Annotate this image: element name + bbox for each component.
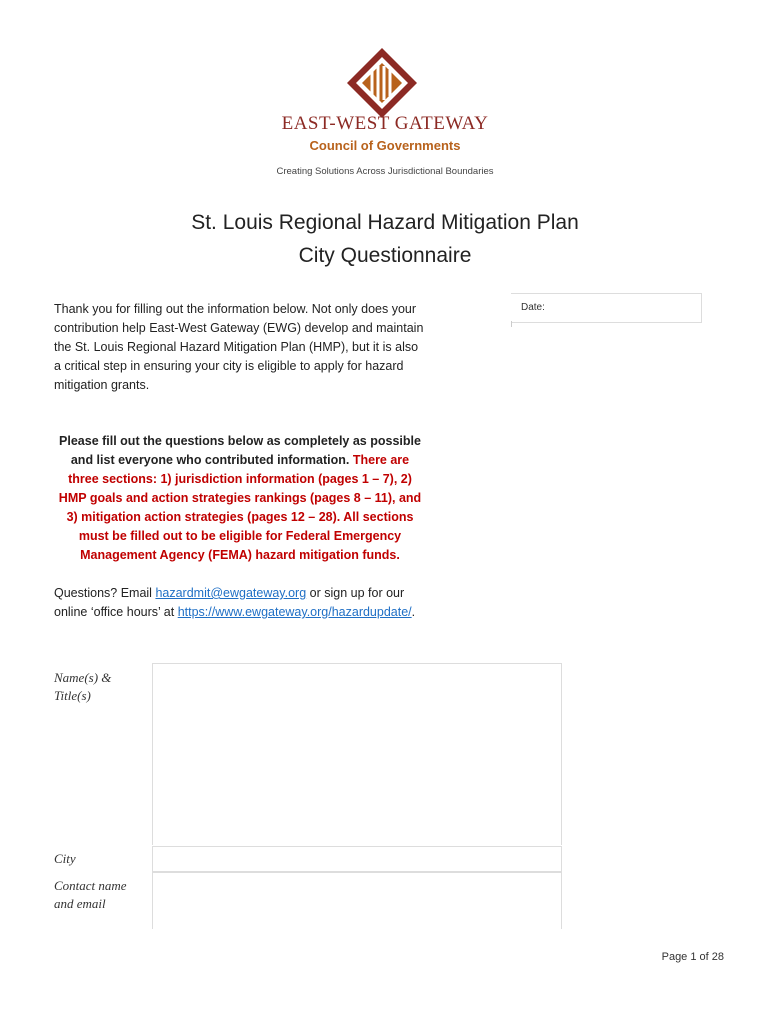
- brand-name: EAST-WEST GATEWAY: [281, 113, 489, 134]
- hazard-update-link[interactable]: https://www.ewgateway.org/hazardupdate/: [177, 605, 412, 619]
- instructions-text: Please fill out the questions below as completely as possible and list everyone who contributed information.: [59, 434, 421, 467]
- document-subtitle: City Questionnaire: [298, 244, 472, 267]
- questions-suffix: .: [411, 605, 416, 619]
- instructions-sections-text: There are three sections: 1) jurisdiction information (pages 1 – 7), 2) HMP goals and action strategies rankings (pages 8 – 11), and 3) mitigation action strategies (pages 12 – 28). All sections must be filled out to be eligible for Federal Emergency Management Agency (FEMA) hazard mitigation funds.: [58, 453, 422, 562]
- questions-paragraph: [54, 584, 439, 622]
- brand-tagline: Creating Solutions Across Jurisdictional Boundaries: [276, 166, 494, 177]
- names-label: [54, 669, 111, 705]
- date-field[interactable]: [511, 293, 702, 323]
- document-title: St. Louis Regional Hazard Mitigation Plan: [191, 211, 579, 234]
- brand-subtitle: Council of Governments: [309, 138, 461, 153]
- date-label: Date:: [521, 302, 545, 313]
- page-number: Page 1 of 28: [661, 951, 724, 963]
- email-link[interactable]: hazardmit@ewgateway.org: [155, 586, 307, 600]
- names-label-line1: Name(s) &: [54, 670, 112, 685]
- city-label: City: [54, 851, 76, 866]
- contact-label-line2: and email: [54, 896, 106, 911]
- contact-label-line1: Contact name: [54, 878, 127, 893]
- questions-prefix: Questions? Email: [54, 586, 156, 600]
- questions-middle: or sign up for our online ‘office hours’ at: [54, 586, 405, 619]
- city-input[interactable]: [152, 846, 562, 872]
- names-input[interactable]: [152, 663, 562, 845]
- contact-label: [54, 877, 127, 913]
- intro-paragraph: Thank you for filling out the information below. Not only does your contribution help East-West Gateway (EWG) develop and maintain the St. Louis Regional Hazard Mitigation Plan (HMP), but it is also a critical step in ensuring your city is eligible to apply for hazard mitigation grants.: [54, 302, 424, 392]
- contact-input[interactable]: [152, 872, 562, 929]
- instructions-block: [54, 432, 426, 565]
- names-label-line2: Title(s): [54, 688, 91, 703]
- ewg-diamond-logo-icon: [345, 46, 419, 120]
